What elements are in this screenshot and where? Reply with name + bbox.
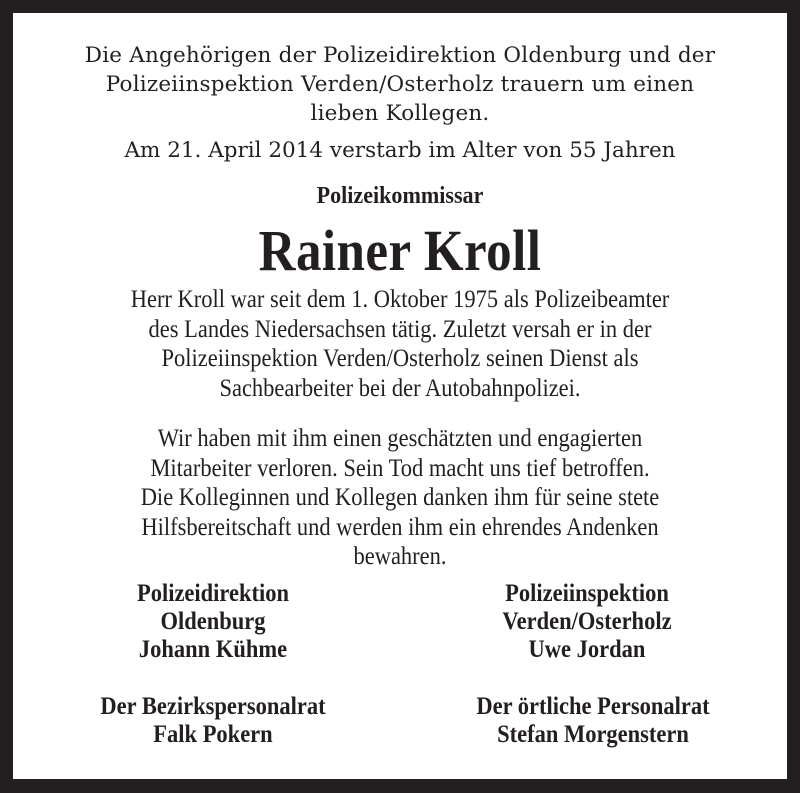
rank-title: Polizeikommissar (316, 183, 484, 209)
signature-line: Der Bezirkspersonalrat (100, 693, 326, 720)
tribute-line: Hilfsbereitschaft und werden ihm ein ehrendes Andenken (141, 513, 659, 541)
tribute-line: bewahren. (353, 543, 447, 570)
signature-bezirkspersonalrat (60, 693, 366, 749)
signature-line: Polizeidirektion (136, 580, 290, 607)
signature-polizeidirektion (85, 580, 341, 664)
career-paragraph (52, 285, 749, 403)
intro-line: Die Angehörigen der Polizeidirektion Oldenburg und der (84, 43, 716, 68)
signature-line: Johann Kühme (138, 636, 288, 663)
signature-line: Verden/Osterholz (502, 608, 672, 635)
signature-line: Polizeiinspektion (505, 580, 669, 607)
career-line: Sachbearbeiter bei der Autobahnpolizei. (219, 374, 581, 402)
career-line: Polizeiinspektion Verden/Osterholz seinen Dienst als (161, 345, 639, 372)
signature-line: Der örtliche Personalrat (476, 693, 710, 720)
signature-oertlicher-personalrat (431, 693, 755, 749)
signature-line: Uwe Jordan (528, 636, 646, 663)
intro-text (13, 41, 787, 128)
signature-polizeiinspektion (459, 580, 715, 664)
signature-line: Stefan Morgenstern (497, 721, 689, 748)
intro-line: Polizeiinspektion Verden/Osterholz trauern um einen (105, 72, 695, 97)
tribute-paragraph (52, 424, 749, 572)
deceased-name: Rainer Kroll (258, 218, 542, 283)
signature-line: Falk Pokern (153, 721, 273, 748)
signature-line: Oldenburg (160, 608, 266, 635)
career-line: des Landes Niedersachsen tätig. Zuletzt versah er in der (148, 315, 652, 343)
death-date-line: Am 21. April 2014 verstarb im Alter von 55 Jahren (124, 138, 676, 163)
career-line: Herr Kroll war seit dem 1. Oktober 1975 als Polizeibeamter (130, 286, 670, 313)
tribute-line: Die Kolleginnen und Kollegen danken ihm für seine stete (140, 484, 660, 511)
obituary-notice (13, 13, 787, 779)
tribute-line: Mitarbeiter verloren. Sein Tod macht uns tief betroffen. (150, 454, 650, 482)
intro-line: lieben Kollegen. (310, 101, 490, 126)
tribute-line: Wir haben mit ihm einen geschätzten und engagierten (157, 425, 643, 452)
